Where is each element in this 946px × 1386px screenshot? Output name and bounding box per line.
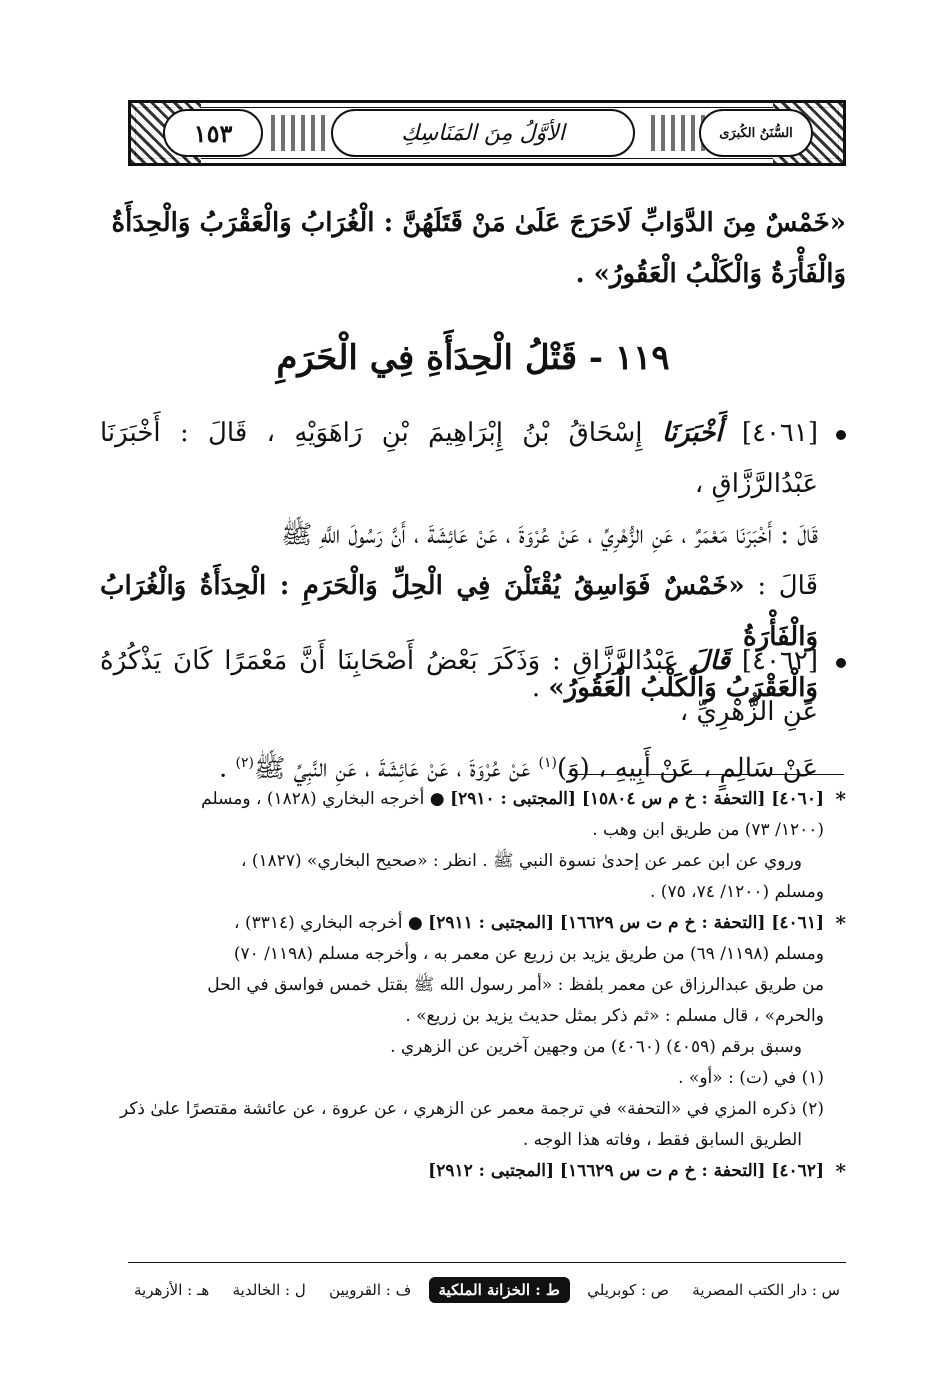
hadith-matn: وَالْعَقْرَبُ وَالْكَلْبُ الْعَقُورُ» — [548, 673, 818, 703]
footnote-ref: (١) — [538, 755, 557, 771]
hadith-4061-line-1 — [100, 408, 818, 510]
hadith-text: . — [531, 673, 541, 703]
note-text: ● أخرجه البخاري (١٨٢٨) ، ومسلم — [201, 789, 445, 809]
note-ref: [٤٠٦١] [التحفة : خ م ت س ١٦٦٢٩] [المجتبى : ٢٩١١] — [428, 913, 824, 933]
intro-line-1: «خَمْسٌ مِنَ الدَّوَابِّ لَاحَرَجَ عَلَىٰ مَنْ قَتَلَهُنَّ : الْغُرَابُ وَالْعَقْرَبُ وَالْحِدَأَةُ — [111, 208, 846, 238]
note-line: (١٢٠٠/ ٧٣) من طريق ابن وهب . — [592, 820, 824, 840]
footnote-ref: (٢) — [235, 755, 254, 771]
manuscript-fa: ف : القرويين — [329, 1281, 412, 1299]
note-line: وروي عن ابن عمر عن إحدىٰ نسوة النبي ﷺ . انظر : «صحيح البخاري» (١٨٢٧) ، — [240, 851, 802, 871]
note-line: ومسلم (١٢٠٠/ ٧٤، ٧٥) . — [649, 882, 824, 902]
note-line: ومسلم (١١٩٨/ ٦٩) من طريق يزيد بن زريع عن معمر به ، وأخرجه مسلم (١١٩٨/ ٧٠) — [233, 944, 824, 964]
book-title: الأوَّلُ مِنَ المَنَاسِكِ — [331, 109, 635, 157]
hadith-text: . — [219, 753, 228, 784]
hadith-text: عَنْ عُرْوَةَ ، عَنْ عَائِشَةَ ، عَنِ النَّبِيِّ ﷺ — [254, 753, 531, 784]
footnotes — [100, 784, 846, 1187]
chapter-title: ١١٩ - قَتْلُ الْحِدَأَةِ فِي الْحَرَمِ — [276, 338, 670, 378]
footnote-2-line-2: الطريق السابق فقط ، وفاته هذا الوجه . — [522, 1130, 802, 1150]
hadith-matn: «خَمْسٌ فَوَاسِقُ يُقْتَلْنَ فِي الْحِلِّ وَالْحَرَمِ : الْحِدَأَةُ وَالْغُرَابُ وَالْفَأْرَةُ — [100, 571, 818, 652]
bullet-icon — [836, 430, 846, 440]
footer-rule — [128, 1262, 846, 1263]
manuscript-lam: ل : الخالدية — [232, 1281, 306, 1299]
hadith-number: [٤٠٦١] — [741, 418, 819, 448]
star-icon: * — [835, 1159, 846, 1183]
note-line: وسبق برقم (٤٠٥٩) (٤٠٦٠) من وجهين آخرين عن الزهري . — [390, 1037, 802, 1057]
note-4060 — [100, 784, 846, 815]
manuscript-key-footer — [128, 1270, 846, 1310]
publisher-logo: السُّنَنُ الكُبرَى — [699, 109, 813, 157]
manuscript-ha: هـ : الأزهرية — [134, 1281, 210, 1299]
note-line: والحرم» ، قال مسلم : «ثم ذكر بمثل حديث يزيد بن زريع» . — [405, 1006, 824, 1026]
hadith-number: [٤٠٦٢] — [741, 646, 819, 676]
hadith-text: قَالَ : — [757, 571, 819, 601]
hadith-lead-word: أَخْبَرَنَا — [661, 418, 723, 448]
footnote-2-line-1: (٢) ذكره المزي في «التحفة» في ترجمة معمر عن الزهري ، عن عروة ، عن عائشة مقتصرًا علىٰ ذكر — [119, 1099, 824, 1119]
page-number: ١٥٣ — [163, 109, 263, 157]
manuscript-ta-badge: ط : الخزانة الملكية — [429, 1277, 570, 1303]
note-4061 — [100, 908, 846, 939]
hadith-text: إِسْحَاقُ بْنُ إِبْرَاهِيمَ بْنِ رَاهَوَيْهِ ، قَالَ : أَخْبَرَنَا عَبْدُالرَّزَّاقِ ، — [100, 418, 818, 499]
note-4062 — [100, 1156, 846, 1187]
intro-text — [100, 198, 846, 300]
hadith-text: عَنْ سَالِمٍ ، عَنْ أَبِيهِ ، (وَ) — [556, 753, 818, 784]
manuscript-sad: ص : كوبريلي — [587, 1281, 669, 1299]
header-ornament-dots — [271, 115, 331, 151]
manuscript-s: س : دار الكتب المصرية — [692, 1281, 840, 1299]
hadith-4061-line-2: قَالَ : أَخْبَرَنَا مَعْمَرٌ ، عَنِ الزُّهْرِيِّ ، عَنْ عُرْوَةَ ، عَنْ عَائِشَةَ ، أَنَّ رَسُولَ اللَّهِ ﷺ — [281, 520, 818, 550]
bullet-icon — [836, 658, 846, 668]
hadith-lead-word: قَالَ — [690, 646, 731, 676]
hadith-text: عَبْدُالرَّزَّاقِ : وَذَكَرَ بَعْضُ أَصْحَابِنَا أَنَّ مَعْمَرًا كَانَ يَذْكُرُهُ عَنِ الزُّهْرِيِّ ، — [100, 646, 818, 727]
note-ref: [٤٠٦٢] [التحفة : خ م ت س ١٦٦٢٩] [المجتبى : ٢٩١٢] — [428, 1161, 824, 1181]
page-header — [128, 100, 846, 166]
footnote-1: (١) في (ت) : «أو» . — [678, 1068, 824, 1088]
intro-line-2: وَالْفَأْرَةُ وَالْكَلْبُ الْعَقُورُ» . — [575, 259, 846, 289]
note-text: ● أخرجه البخاري (٣٣١٤) ، — [234, 913, 423, 933]
hadith-4062 — [100, 636, 846, 795]
star-icon: * — [835, 787, 846, 811]
note-ref: [٤٠٦٠] [التحفة : خ م س ١٥٨٠٤] [المجتبى : ٢٩١٠] — [450, 789, 824, 809]
footnote-separator — [568, 774, 844, 775]
star-icon: * — [835, 911, 846, 935]
note-line: من طريق عبدالرزاق عن معمر بلفظ : «أمر رسول الله ﷺ بقتل خمس فواسق في الحل — [207, 975, 824, 995]
hadith-4062-line-1 — [100, 636, 818, 738]
